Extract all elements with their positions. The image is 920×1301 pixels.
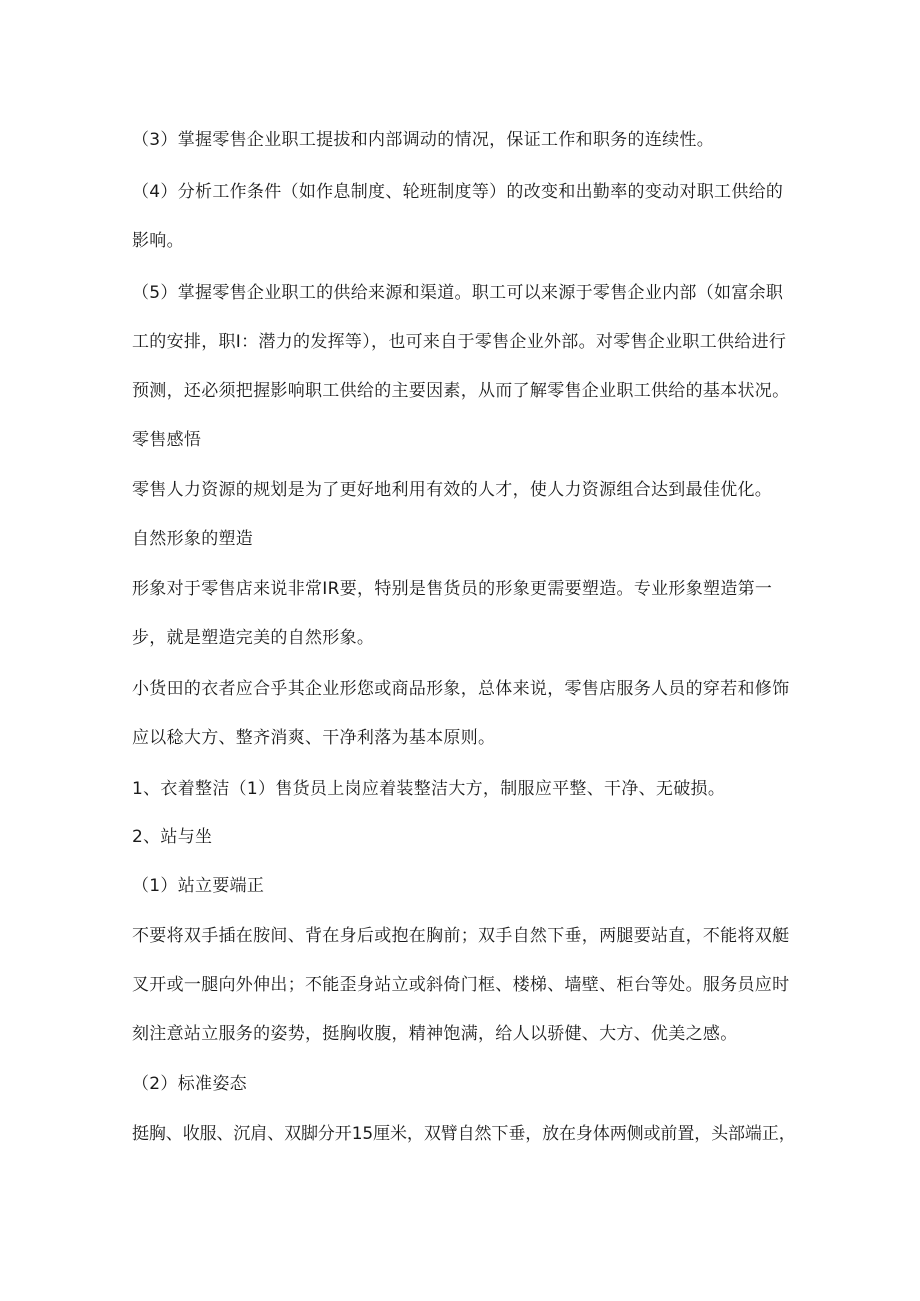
- paragraph-line: 步，就是塑造完美的自然形象。: [132, 628, 375, 648]
- paragraph-line: 影响。: [132, 231, 184, 251]
- paragraph-line: 形象对于零售店来说非常IR要，特别是售货员的形象更需要塑造。专业形象塑造第一: [132, 579, 773, 599]
- paragraph-line: 工的安排，职I：潜力的发挥等），也可来自于零售企业外部。对零售企业职工供给进行: [132, 332, 787, 352]
- paragraph-line: 刻注意站立服务的姿势，挺胸收腹，精神饱满，给人以骄健、大方、优美之感。: [132, 1024, 738, 1044]
- paragraph-line: 零售人力资源的规划是为了更好地利用有效的人才，使人力资源组合达到最佳优化。: [132, 480, 773, 500]
- paragraph-line: 2、站与坐: [132, 827, 213, 847]
- paragraph-line: 小货田的衣者应合乎其企业形您或商品形象，总体来说，零售店服务人员的穿若和修饰: [132, 679, 790, 699]
- section-heading: 自然形象的塑造: [132, 529, 254, 549]
- paragraph-line: 预测，还必须把握影响职工供给的主要因素，从而了解零售企业职工供给的基本状况。: [132, 381, 790, 401]
- paragraph-line: 叉开或一腿向外伸出；不能歪身站立或斜倚门框、楼梯、墙壁、柜台等处。服务员应时: [132, 975, 790, 995]
- paragraph-line: 不要将双手插在胺间、背在身后或抱在胸前；双手自然下垂，两腿要站直，不能将双艇: [132, 926, 790, 946]
- paragraph-line: 挺胸、收服、沉肩、双脚分开15厘米，双臂自然下垂，放在身体两侧或前置，头部端正，: [132, 1124, 796, 1144]
- paragraph-line: 1、衣着整洁（1）售货员上岗应着装整洁大方，制服应平整、干净、无破损。: [132, 779, 726, 799]
- paragraph-line: （3）掌握零售企业职工提拔和内部调动的情况，保证工作和职务的连续性。: [132, 130, 715, 150]
- section-heading: 零售感悟: [132, 430, 202, 450]
- paragraph-line: （4）分析工作条件（如作息制度、轮班制度等）的改变和出勤率的变动对职工供给的: [132, 182, 784, 202]
- paragraph-line: （2）标准姿态: [132, 1074, 247, 1094]
- paragraph-line: （1）站立要端正: [132, 876, 265, 896]
- paragraph-line: 应以稔大方、整齐消爽、干净利落为基本原则。: [132, 728, 496, 748]
- paragraph-line: （5）掌握零售企业职工的供给来源和渠道。职工可以来源于零售企业内部（如富余职: [132, 283, 784, 303]
